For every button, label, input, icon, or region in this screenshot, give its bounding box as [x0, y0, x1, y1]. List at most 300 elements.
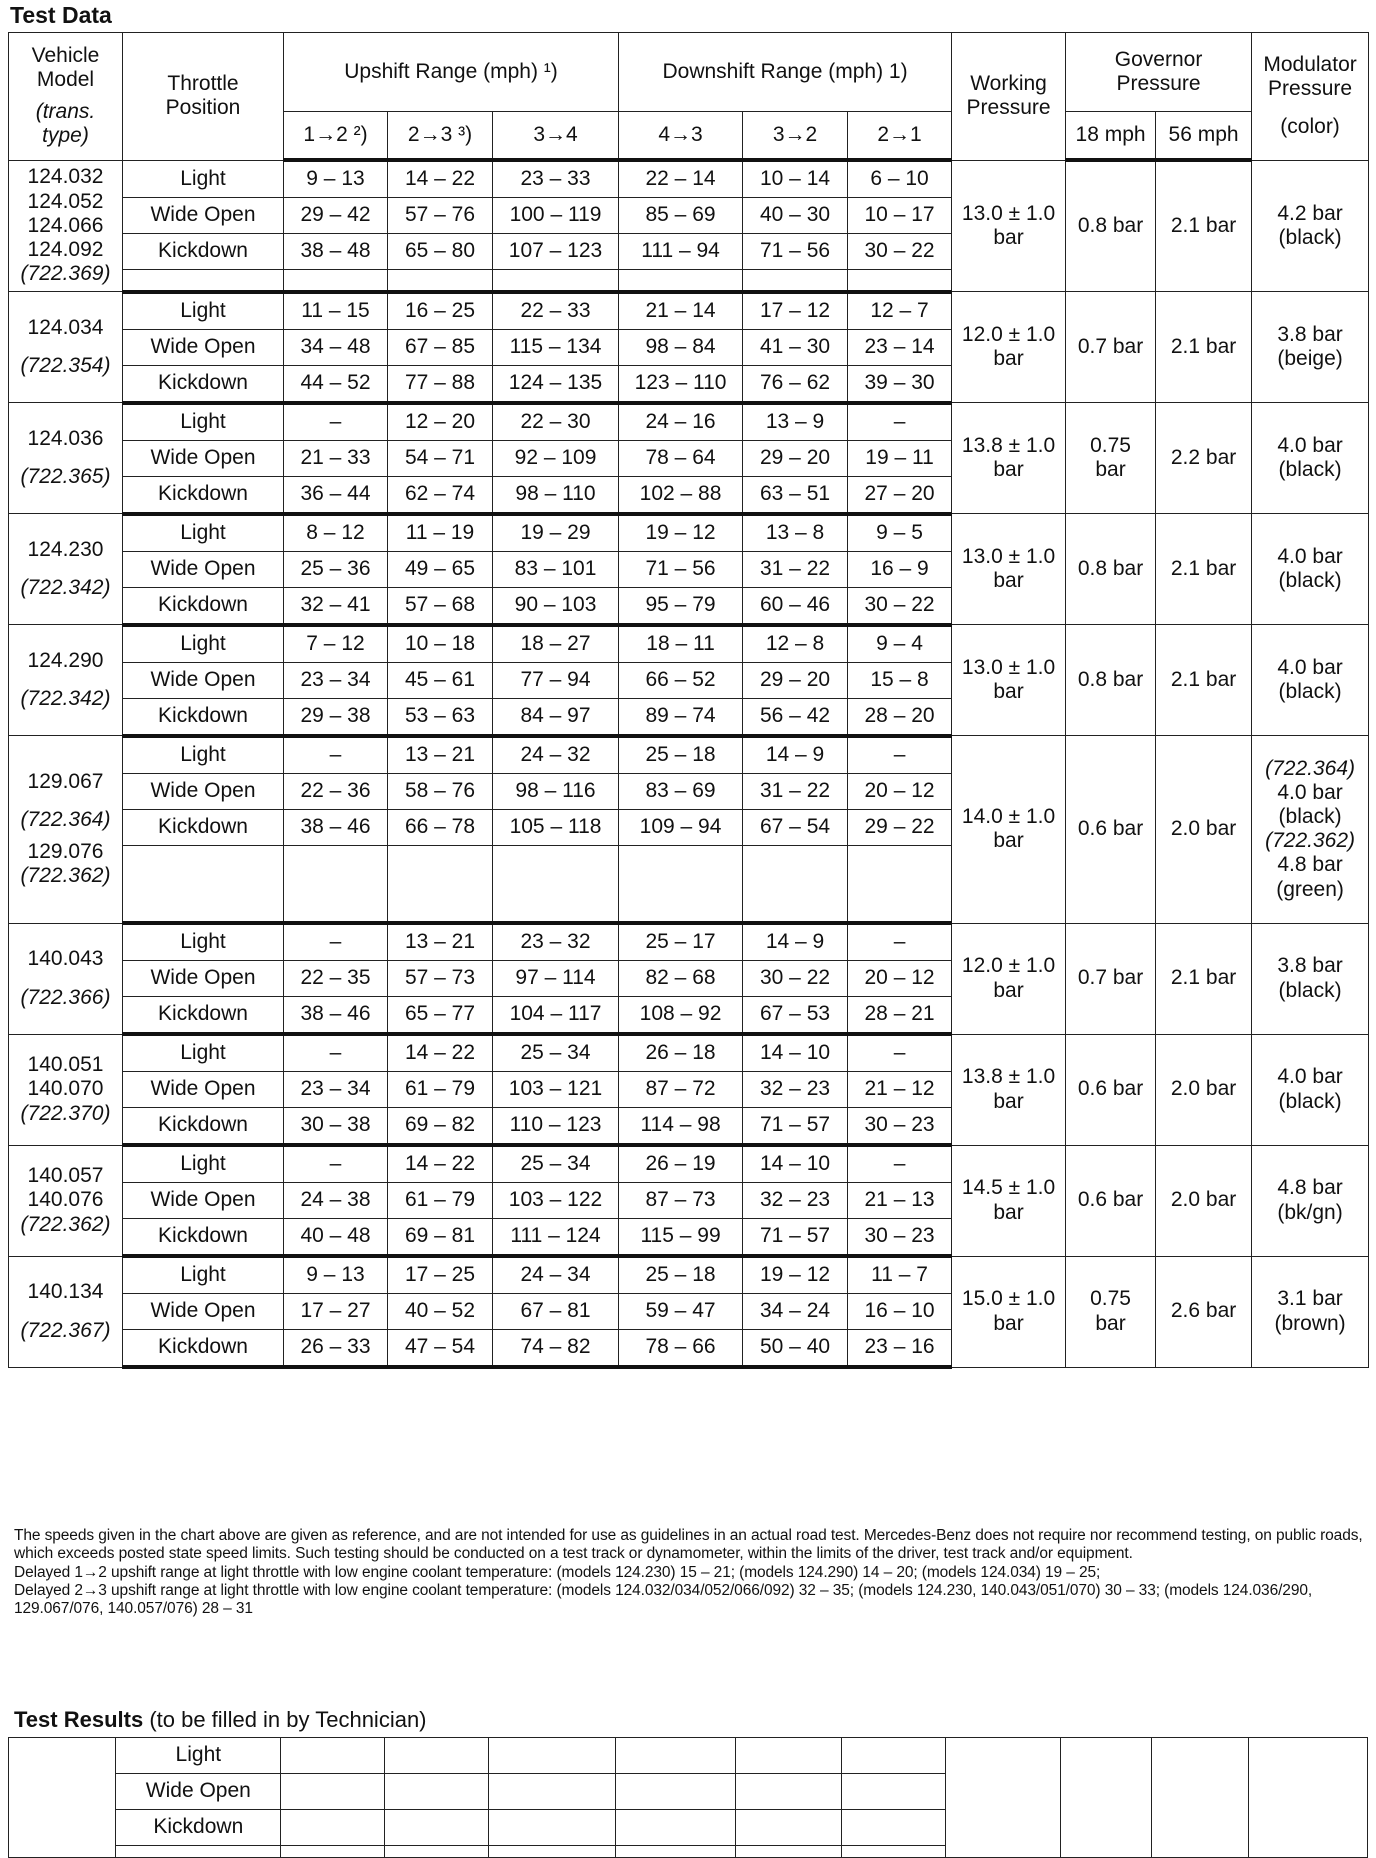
transmission-type: (722.367)	[20, 1318, 111, 1342]
governor-18mph-cell	[1066, 736, 1156, 924]
working-pressure: bar	[993, 1089, 1024, 1113]
shift-range-value: 13 – 21	[388, 736, 493, 774]
governor-pressure: 2.1 bar	[1170, 667, 1237, 691]
result-entry-cell[interactable]	[615, 1774, 736, 1810]
governor-pressure: 0.7 bar	[1077, 334, 1144, 358]
shift-range-value: 67 – 53	[743, 997, 848, 1035]
shift-range-value: 109 – 94	[619, 809, 743, 845]
throttle-position: Kickdown	[123, 1108, 284, 1146]
working-pressure-cell	[952, 1145, 1066, 1256]
shift-range-value: 14 – 10	[743, 1034, 848, 1072]
modulator-pressure-cell	[1252, 1145, 1369, 1256]
shift-range-value: 56 – 42	[743, 698, 848, 736]
governor-pressure: 0.6 bar	[1077, 817, 1144, 841]
test-results-title: Test Results	[14, 1707, 144, 1732]
vehicle-model: 129.076	[27, 840, 104, 864]
result-entry-cell[interactable]	[736, 1810, 841, 1846]
shift-range-value: 14 – 22	[388, 160, 493, 198]
shift-range-value: 34 – 24	[743, 1294, 848, 1330]
shift-range-value: 13 – 8	[743, 514, 848, 552]
result-entry-cell[interactable]	[384, 1774, 488, 1810]
section-title-test-results	[14, 1707, 427, 1733]
shift-range-value: 71 – 57	[743, 1219, 848, 1257]
shift-range-value: 58 – 76	[388, 773, 493, 809]
governor-pressure: 0.8 bar	[1077, 214, 1144, 238]
throttle-position: Wide Open	[123, 773, 284, 809]
throttle-position: Light	[123, 403, 284, 441]
shift-range-value: 23 – 14	[848, 329, 952, 365]
governor-pressure: 2.1 bar	[1170, 334, 1237, 358]
transmission-type: (722.366)	[20, 985, 111, 1009]
governor-56mph-cell	[1156, 403, 1252, 514]
shift-range-value: 12 – 20	[388, 403, 493, 441]
shift-range-value: 9 – 13	[284, 1256, 388, 1294]
modulator-pressure: 4.8 bar	[1277, 1176, 1343, 1200]
shift-range-value: 27 – 20	[848, 476, 952, 514]
shift-range-value: 87 – 73	[619, 1183, 743, 1219]
shift-range-value: 32 – 23	[743, 1072, 848, 1108]
throttle-position: Wide Open	[123, 440, 284, 476]
throttle-position: Wide Open	[123, 198, 284, 234]
shift-range-value: 98 – 116	[493, 773, 619, 809]
governor-pressure: 0.6 bar	[1077, 1188, 1144, 1212]
shift-range-value: 14 – 22	[388, 1034, 493, 1072]
shift-range-value: 32 – 23	[743, 1183, 848, 1219]
throttle-position: Kickdown	[123, 809, 284, 845]
header-governor-pressure	[1066, 33, 1252, 112]
shift-range-value: 66 – 78	[388, 809, 493, 845]
header-gear-column: 1→2 ²)	[284, 112, 388, 161]
vehicle-model: 124.036	[27, 426, 104, 450]
shift-range-value: 59 – 47	[619, 1294, 743, 1330]
shift-range-value: 71 – 57	[743, 1108, 848, 1146]
vehicle-model: 140.051	[27, 1053, 104, 1077]
footnote-delayed-1-2: Delayed 1→2 upshift range at light throttle with low engine coolant temperature: (models 124.230) 15 – 21; (models 124.290) 14 – 20; (models 124.034) 19 – 25;	[14, 1563, 1101, 1581]
vehicle-model-cell	[9, 292, 123, 403]
shift-range-value: 10 – 14	[743, 160, 848, 198]
modulator-pressure-cell	[1252, 403, 1369, 514]
empty-cell	[743, 845, 848, 923]
working-pressure-cell	[952, 1256, 1066, 1367]
header-text: Working	[970, 72, 1047, 96]
header-vehicle-model	[9, 33, 123, 161]
result-entry-cell[interactable]	[615, 1810, 736, 1846]
shift-range-value: 98 – 110	[493, 476, 619, 514]
working-pressure: 13.0 ± 1.0	[961, 655, 1056, 679]
header-downshift-range: Downshift Range (mph) 1)	[619, 33, 952, 112]
result-entry-cell[interactable]	[736, 1774, 841, 1810]
throttle-position: Wide Open	[123, 961, 284, 997]
vehicle-model: 140.076	[27, 1188, 104, 1212]
header-text: Modulator	[1263, 53, 1357, 77]
vehicle-model: 124.230	[27, 537, 104, 561]
result-entry-cell[interactable]	[615, 1738, 736, 1774]
governor-56mph-cell	[1156, 1256, 1252, 1367]
shift-range-value: 22 – 36	[284, 773, 388, 809]
throttle-position: Kickdown	[123, 698, 284, 736]
vehicle-model: 124.034	[27, 315, 104, 339]
working-pressure: bar	[993, 458, 1024, 481]
vehicle-model-cell	[9, 514, 123, 625]
governor-56mph-cell	[1156, 625, 1252, 736]
shift-range-value: 8 – 12	[284, 514, 388, 552]
header-modulator-color: (color)	[1280, 115, 1340, 139]
vehicle-model: 140.070	[27, 1077, 104, 1101]
transmission-type: (722.362)	[20, 864, 111, 888]
result-throttle-label: Wide Open	[116, 1774, 281, 1810]
shift-range-value: 25 – 17	[619, 923, 743, 961]
result-entry-cell[interactable]	[1249, 1738, 1368, 1858]
shift-range-value: 16 – 9	[848, 551, 952, 587]
working-pressure: 13.8 ± 1.0	[961, 1065, 1056, 1089]
shift-range-value: 45 – 61	[388, 662, 493, 698]
modulator-pressure: 4.0 bar	[1277, 780, 1343, 804]
shift-range-value: 40 – 52	[388, 1294, 493, 1330]
shift-range-value: 6 – 10	[848, 160, 952, 198]
working-pressure-cell	[952, 403, 1066, 514]
result-model-cell	[9, 1738, 116, 1858]
modulator-pressure: 4.8 bar	[1277, 853, 1343, 877]
throttle-position: Light	[123, 625, 284, 663]
result-entry-cell[interactable]	[384, 1738, 488, 1774]
shift-range-value: 85 – 69	[619, 198, 743, 234]
shift-range-value: 89 – 74	[619, 698, 743, 736]
footnotes	[14, 1527, 1366, 1618]
result-entry-cell[interactable]	[1151, 1738, 1248, 1858]
governor-18mph-cell	[1066, 292, 1156, 403]
throttle-position: Kickdown	[123, 587, 284, 625]
governor-pressure: 0.7 bar	[1077, 966, 1144, 990]
header-upshift-range: Upshift Range (mph) ¹)	[284, 33, 619, 112]
working-pressure: bar	[993, 680, 1024, 703]
result-entry-cell[interactable]	[489, 1774, 616, 1810]
throttle-position: Wide Open	[123, 551, 284, 587]
shift-range-value: 30 – 22	[848, 587, 952, 625]
table-row	[9, 160, 1369, 198]
empty-cell	[388, 270, 493, 292]
shift-range-value: 57 – 68	[388, 587, 493, 625]
vehicle-model-cell	[9, 160, 123, 292]
shift-range-value: –	[284, 403, 388, 441]
governor-56mph-cell	[1156, 292, 1252, 403]
governor-pressure: 0.6 bar	[1077, 1077, 1144, 1101]
transmission-type: (722.370)	[20, 1101, 111, 1125]
result-entry-cell[interactable]	[384, 1810, 488, 1846]
shift-range-value: 100 – 119	[493, 198, 619, 234]
shift-range-value: 60 – 46	[743, 587, 848, 625]
test-data-table	[8, 32, 1369, 1369]
shift-range-value: 9 – 5	[848, 514, 952, 552]
result-entry-cell[interactable]	[841, 1738, 945, 1774]
shift-range-value: 104 – 117	[493, 997, 619, 1035]
governor-pressure: 2.2 bar	[1170, 445, 1237, 469]
result-entry-cell[interactable]	[736, 1738, 841, 1774]
shift-range-value: 25 – 36	[284, 551, 388, 587]
vehicle-model-cell	[9, 625, 123, 736]
transmission-type: (722.364)	[20, 808, 111, 832]
shift-range-value: 71 – 56	[743, 234, 848, 270]
result-entry-cell[interactable]	[489, 1810, 616, 1846]
throttle-position: Wide Open	[123, 1183, 284, 1219]
result-entry-cell[interactable]	[281, 1738, 384, 1774]
shift-range-value: 71 – 56	[619, 551, 743, 587]
governor-18mph-cell	[1066, 923, 1156, 1034]
governor-pressure: 2.0 bar	[1170, 1188, 1237, 1212]
vehicle-model-cell	[9, 923, 123, 1034]
modulator-pressure: (black)	[1278, 569, 1342, 592]
vehicle-model: 140.134	[27, 1280, 104, 1304]
throttle-position: Kickdown	[123, 997, 284, 1035]
modulator-pressure-cell	[1252, 625, 1369, 736]
header-text: Pressure	[1116, 72, 1201, 95]
result-entry-cell[interactable]	[281, 1774, 384, 1810]
governor-pressure: 0.75	[1090, 1287, 1131, 1311]
shift-range-value: 57 – 73	[388, 961, 493, 997]
header-working-pressure	[952, 33, 1066, 161]
shift-range-value: 38 – 48	[284, 234, 388, 270]
shift-range-value: 111 – 124	[493, 1219, 619, 1257]
governor-18mph-cell	[1066, 403, 1156, 514]
transmission-type: (722.342)	[20, 687, 111, 710]
throttle-position: Kickdown	[123, 1330, 284, 1368]
governor-56mph-cell	[1156, 1145, 1252, 1256]
modulator-pressure: 4.0 bar	[1277, 433, 1343, 457]
shift-range-value: 30 – 22	[743, 961, 848, 997]
modulator-pressure: (722.364)	[1265, 756, 1356, 780]
shift-range-value: 14 – 9	[743, 736, 848, 774]
shift-range-value: 84 – 97	[493, 698, 619, 736]
vehicle-model-cell	[9, 403, 123, 514]
shift-range-value: 28 – 20	[848, 698, 952, 736]
shift-range-value: 24 – 32	[493, 736, 619, 774]
shift-range-value: 77 – 94	[493, 662, 619, 698]
vehicle-model: 140.043	[27, 947, 104, 971]
governor-18mph-cell	[1066, 625, 1156, 736]
governor-18mph-cell	[1066, 1145, 1156, 1256]
header-throttle-position	[123, 33, 284, 161]
empty-cell	[619, 845, 743, 923]
modulator-pressure-cell	[1252, 1034, 1369, 1145]
shift-range-value: 17 – 12	[743, 292, 848, 330]
shift-range-value: 13 – 9	[743, 403, 848, 441]
throttle-position: Light	[123, 1256, 284, 1294]
header-text: Vehicle	[31, 43, 100, 67]
throttle-position: Wide Open	[123, 662, 284, 698]
throttle-position: Wide Open	[123, 329, 284, 365]
shift-range-value: 69 – 82	[388, 1108, 493, 1146]
shift-range-value: 30 – 38	[284, 1108, 388, 1146]
result-entry-cell[interactable]	[489, 1738, 616, 1774]
shift-range-value: 26 – 33	[284, 1330, 388, 1368]
shift-range-value: 17 – 27	[284, 1294, 388, 1330]
shift-range-value: 103 – 121	[493, 1072, 619, 1108]
shift-range-value: 11 – 15	[284, 292, 388, 330]
shift-range-value: 9 – 4	[848, 625, 952, 663]
shift-range-value: 67 – 54	[743, 809, 848, 845]
shift-range-value: 111 – 94	[619, 234, 743, 270]
transmission-type: (722.342)	[20, 576, 111, 599]
result-entry-cell[interactable]	[946, 1738, 1061, 1858]
modulator-pressure: (black)	[1278, 680, 1342, 703]
result-throttle-label: Light	[116, 1738, 281, 1774]
shift-range-value: 61 – 79	[388, 1183, 493, 1219]
working-pressure-cell	[952, 160, 1066, 292]
result-row	[9, 1738, 1368, 1774]
shift-range-value: –	[848, 923, 952, 961]
governor-pressure: bar	[1095, 458, 1126, 481]
header-modulator-pressure	[1252, 33, 1369, 161]
shift-range-value: 74 – 82	[493, 1330, 619, 1368]
table-row	[9, 514, 1369, 552]
governor-pressure: 2.1 bar	[1170, 214, 1237, 238]
shift-range-value: 10 – 17	[848, 198, 952, 234]
shift-range-value: 20 – 12	[848, 773, 952, 809]
empty-cell	[123, 845, 284, 923]
shift-range-value: 11 – 19	[388, 514, 493, 552]
shift-range-value: 78 – 66	[619, 1330, 743, 1368]
shift-range-value: –	[284, 1145, 388, 1183]
modulator-pressure: (green)	[1276, 877, 1344, 901]
shift-range-value: 25 – 18	[619, 1256, 743, 1294]
header-text: type)	[42, 124, 89, 148]
shift-range-value: 26 – 19	[619, 1145, 743, 1183]
shift-range-value: –	[848, 1034, 952, 1072]
shift-range-value: 30 – 22	[848, 234, 952, 270]
vehicle-model-cell	[9, 1256, 123, 1367]
shift-range-value: 40 – 30	[743, 198, 848, 234]
shift-range-value: 40 – 48	[284, 1219, 388, 1257]
throttle-position: Light	[123, 923, 284, 961]
shift-range-value: 124 – 135	[493, 365, 619, 403]
modulator-pressure: 4.0 bar	[1277, 655, 1343, 679]
governor-56mph-cell	[1156, 1034, 1252, 1145]
header-gear-column: 3→4	[493, 112, 619, 161]
shift-range-value: 102 – 88	[619, 476, 743, 514]
modulator-pressure: 4.0 bar	[1277, 544, 1343, 568]
working-pressure: bar	[993, 829, 1024, 853]
shift-range-value: 12 – 8	[743, 625, 848, 663]
working-pressure: 12.0 ± 1.0	[961, 954, 1056, 978]
shift-range-value: 108 – 92	[619, 997, 743, 1035]
shift-range-value: 21 – 12	[848, 1072, 952, 1108]
throttle-position: Wide Open	[123, 1072, 284, 1108]
shift-range-value: 115 – 134	[493, 329, 619, 365]
shift-range-value: 19 – 29	[493, 514, 619, 552]
shift-range-value: 83 – 101	[493, 551, 619, 587]
shift-range-value: 12 – 7	[848, 292, 952, 330]
shift-range-value: 18 – 11	[619, 625, 743, 663]
shift-range-value: 67 – 81	[493, 1294, 619, 1330]
shift-range-value: 32 – 41	[284, 587, 388, 625]
governor-pressure: 2.6 bar	[1170, 1299, 1237, 1323]
shift-range-value: 105 – 118	[493, 809, 619, 845]
shift-range-value: 95 – 79	[619, 587, 743, 625]
shift-range-value: 65 – 80	[388, 234, 493, 270]
governor-pressure: 2.0 bar	[1170, 1077, 1237, 1101]
table-row	[9, 1034, 1369, 1072]
shift-range-value: 16 – 25	[388, 292, 493, 330]
shift-range-value: 98 – 84	[619, 329, 743, 365]
shift-range-value: –	[284, 736, 388, 774]
shift-range-value: 23 – 33	[493, 160, 619, 198]
working-pressure-cell	[952, 736, 1066, 924]
result-entry-cell[interactable]	[841, 1774, 945, 1810]
vehicle-model: 124.092	[27, 237, 104, 261]
shift-range-value: 14 – 9	[743, 923, 848, 961]
shift-range-value: 30 – 23	[848, 1108, 952, 1146]
shift-range-value: 57 – 76	[388, 198, 493, 234]
modulator-pressure-cell	[1252, 923, 1369, 1034]
throttle-position: Light	[123, 292, 284, 330]
empty-cell	[123, 270, 284, 292]
governor-18mph-cell	[1066, 514, 1156, 625]
header-text: Model	[36, 68, 95, 92]
throttle-position: Wide Open	[123, 1294, 284, 1330]
throttle-position: Kickdown	[123, 1219, 284, 1257]
working-pressure: bar	[993, 1200, 1024, 1224]
vehicle-model: 124.066	[27, 213, 104, 237]
governor-56mph-cell	[1156, 514, 1252, 625]
shift-range-value: 7 – 12	[284, 625, 388, 663]
transmission-type: (722.365)	[20, 465, 111, 488]
vehicle-model-cell	[9, 1145, 123, 1256]
working-pressure: bar	[993, 347, 1024, 370]
table-row	[9, 625, 1369, 663]
shift-range-value: 24 – 34	[493, 1256, 619, 1294]
shift-range-value: 50 – 40	[743, 1330, 848, 1368]
governor-pressure: 2.1 bar	[1170, 556, 1237, 580]
shift-range-value: 19 – 11	[848, 440, 952, 476]
shift-range-value: 92 – 109	[493, 440, 619, 476]
shift-range-value: 69 – 81	[388, 1219, 493, 1257]
shift-range-value: 65 – 77	[388, 997, 493, 1035]
working-pressure: 12.0 ± 1.0	[961, 322, 1056, 346]
transmission-type: (722.362)	[20, 1212, 111, 1236]
table-row	[9, 403, 1369, 441]
working-pressure: 13.8 ± 1.0	[961, 433, 1056, 457]
modulator-pressure: 3.1 bar	[1277, 1287, 1343, 1311]
table-row	[9, 1145, 1369, 1183]
shift-range-value: 20 – 12	[848, 961, 952, 997]
vehicle-model: 124.290	[27, 648, 104, 672]
shift-range-value: –	[848, 403, 952, 441]
shift-range-value: 11 – 7	[848, 1256, 952, 1294]
empty-cell	[284, 270, 388, 292]
modulator-pressure: 4.0 bar	[1277, 1065, 1343, 1089]
empty-cell	[493, 270, 619, 292]
shift-range-value: 17 – 25	[388, 1256, 493, 1294]
shift-range-value: 21 – 13	[848, 1183, 952, 1219]
working-pressure: 14.5 ± 1.0	[961, 1176, 1056, 1200]
empty-cell	[848, 845, 952, 923]
header-gear-column: 2→1	[848, 112, 952, 161]
shift-range-value: 21 – 14	[619, 292, 743, 330]
result-entry-cell[interactable]	[281, 1810, 384, 1846]
shift-range-value: 25 – 18	[619, 736, 743, 774]
modulator-pressure: (black)	[1278, 978, 1342, 1002]
throttle-position: Kickdown	[123, 476, 284, 514]
throttle-position: Light	[123, 736, 284, 774]
shift-range-value: 62 – 74	[388, 476, 493, 514]
shift-range-value: 39 – 30	[848, 365, 952, 403]
governor-18mph-cell	[1066, 1256, 1156, 1367]
result-entry-cell[interactable]	[841, 1810, 945, 1846]
result-entry-cell[interactable]	[1060, 1738, 1151, 1858]
modulator-pressure-cell	[1252, 160, 1369, 292]
shift-range-value: 29 – 42	[284, 198, 388, 234]
governor-pressure: 0.75	[1090, 433, 1131, 457]
working-pressure-cell	[952, 514, 1066, 625]
